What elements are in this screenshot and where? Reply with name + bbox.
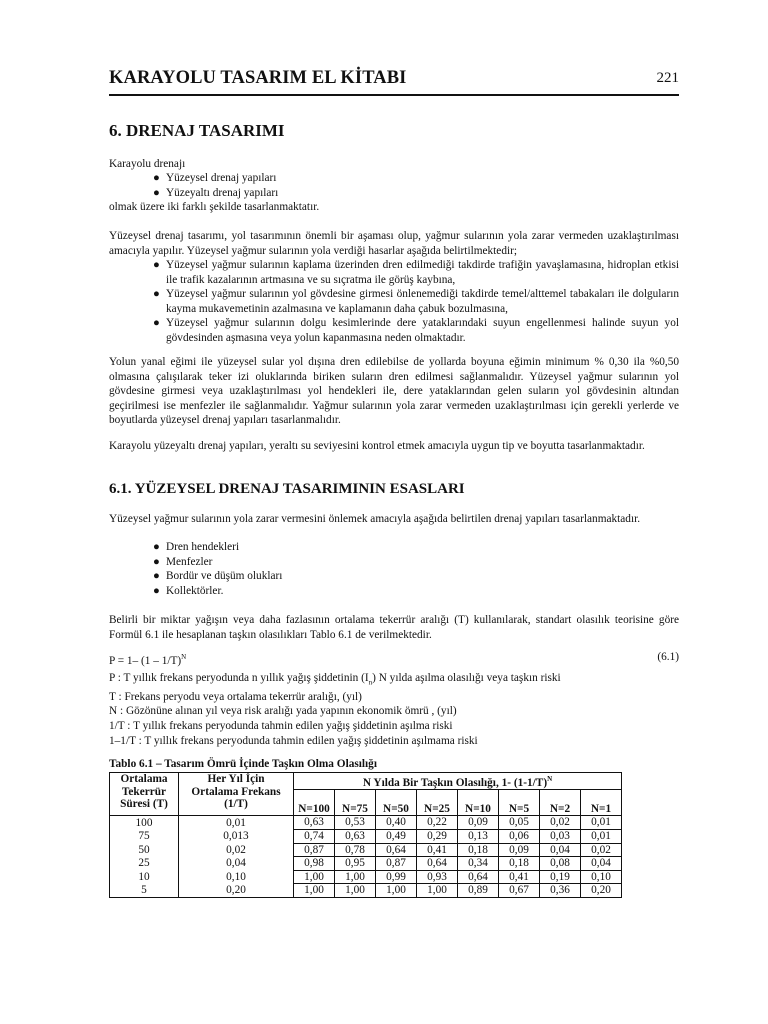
table-cell: 0,64 bbox=[376, 843, 417, 857]
book-title: KARAYOLU TASARIM EL KİTABI bbox=[109, 68, 407, 88]
table-cell: 0,22 bbox=[417, 816, 458, 830]
table-cell: 0,09 bbox=[458, 816, 499, 830]
table-row bbox=[110, 884, 622, 898]
list-item: ● Yüzeysel drenaj yapıları bbox=[153, 172, 277, 184]
table-cell: 0,74 bbox=[294, 829, 335, 843]
paragraph: Belirli bir miktar yağışın veya daha fazlasının ortalama tekerrür aralığı (T) kullanılarak, standart olasılık teorisine göre Formül 6.1 ile hesaplanan taşkın olasılıkları Tablo 6.1 de verilmektedir. bbox=[109, 614, 679, 641]
paragraph: Yüzeysel drenaj tasarımı, yol tasarımının önemli bir aşaması olup, yağmur sularının yola zarar vermeden uzaklaştırılması amacıyla yapılır. Yüzeysel yağmur sularının yola verdiği hasarlar aşağıda belirtilmektedir; bbox=[109, 230, 679, 257]
table-cell: 0,18 bbox=[458, 843, 499, 857]
definition-row: P : T yıllık frekans peryodunda n yıllık yağış şiddetinin $(I_n)$ N yılda aşılma olasılığı veya taşkın riski bbox=[109, 672, 561, 687]
table-cell: 0,04 bbox=[581, 857, 622, 871]
header-n-value: N=75 bbox=[335, 790, 376, 816]
bullet-icon: ● bbox=[153, 541, 160, 553]
table-cell: 0,02 bbox=[179, 843, 294, 857]
table-cell: 0,78 bbox=[335, 843, 376, 857]
formula-number: (6.1) bbox=[657, 651, 679, 663]
table-cell: 0,41 bbox=[417, 843, 458, 857]
table-cell: 1,00 bbox=[294, 870, 335, 884]
table-cell: 0,02 bbox=[581, 843, 622, 857]
structure-list bbox=[153, 540, 283, 598]
table-cell: 100 bbox=[110, 816, 179, 830]
subsection-title: 6.1. YÜZEYSEL DRENAJ TASARIMININ ESASLARI bbox=[109, 481, 465, 497]
table-cell: 1,00 bbox=[376, 884, 417, 898]
table-cell: 0,20 bbox=[581, 884, 622, 898]
table-body bbox=[110, 816, 622, 898]
table-cell: 0,01 bbox=[581, 816, 622, 830]
table-cell: 0,34 bbox=[458, 857, 499, 871]
table-cell: 0,01 bbox=[179, 816, 294, 830]
table-row bbox=[110, 870, 622, 884]
table-cell: 1,00 bbox=[335, 870, 376, 884]
table-cell: 5 bbox=[110, 884, 179, 898]
definition-row: 1/T : T yıllık frekans peryodunda tahmin edilen yağış şiddetinin aşılma riski bbox=[109, 720, 453, 733]
table-cell: 10 bbox=[110, 870, 179, 884]
header-n-value: N=5 bbox=[499, 790, 540, 816]
bullet-icon: ● bbox=[153, 317, 160, 330]
table-cell: 75 bbox=[110, 829, 179, 843]
table-cell: 0,04 bbox=[179, 857, 294, 871]
paragraph: Yüzeysel yağmur sularının yola zarar vermesini önlemek amacıyla aşağıda belirtilen drenaj yapıları tasarlanmaktadır. bbox=[109, 513, 641, 525]
table-cell: 0,40 bbox=[376, 816, 417, 830]
intro-lead: Karayolu drenajı bbox=[109, 158, 186, 170]
table-cell: 0,05 bbox=[499, 816, 540, 830]
table-cell: 0,20 bbox=[179, 884, 294, 898]
table-cell: 0,02 bbox=[540, 816, 581, 830]
table-cell: 25 bbox=[110, 857, 179, 871]
table-caption: Tablo 6.1 – Tasarım Ömrü İçinde Taşkın Olma Olasılığı bbox=[109, 758, 377, 770]
paragraph: Karayolu yüzeyaltı drenaj yapıları, yeraltı su seviyesini kontrol etmek amacıyla uygun tip ve boyutta tasarlanmaktadır. bbox=[109, 440, 645, 452]
table-cell: 0,29 bbox=[417, 829, 458, 843]
table-cell: 0,08 bbox=[540, 857, 581, 871]
table-cell: 1,00 bbox=[294, 884, 335, 898]
list-item: ● Yüzeysel yağmur sularının kaplama üzerinden dren edilmediği takdirde trafiğin yavaşlamasına, hidroplan etkisi ile trafik kazalarının artmasına ve su sıçratma ile görüş kaybına, bbox=[153, 259, 679, 286]
bullet-icon: ● bbox=[153, 570, 160, 583]
header-return-period: Ortalama Tekerrür Süresi (T) bbox=[110, 773, 179, 816]
list-item: ● Dren hendekleri bbox=[153, 541, 240, 553]
list-item: ● Bordür ve düşüm olukları bbox=[153, 570, 283, 583]
table-cell: 0,67 bbox=[499, 884, 540, 898]
definition-row: N : Gözönüne alınan yıl veya risk aralığı yada yapının ekonomik ömrü , (yıl) bbox=[109, 705, 457, 718]
bullet-icon: ● bbox=[153, 172, 160, 184]
symbol-definitions bbox=[109, 671, 561, 748]
header-n-value: N=25 bbox=[417, 790, 458, 816]
table-cell: 0,13 bbox=[458, 829, 499, 843]
formula: P = 1– (1 – 1/T)$^N$ (6.1) bbox=[109, 651, 679, 667]
table-cell: 0,87 bbox=[294, 843, 335, 857]
damage-list bbox=[153, 258, 679, 346]
header-annual-frequency: Her Yıl İçin Ortalama Frekans (1/T) bbox=[179, 773, 294, 816]
list-item: ● Yüzeyaltı drenaj yapıları bbox=[153, 186, 279, 199]
table-cell: 0,41 bbox=[499, 870, 540, 884]
table-row bbox=[110, 816, 622, 830]
table-cell: 50 bbox=[110, 843, 179, 857]
table-cell: 0,64 bbox=[458, 870, 499, 884]
header-n-value: N=1 bbox=[581, 790, 622, 816]
table-cell: 0,93 bbox=[417, 870, 458, 884]
table-cell: 0,09 bbox=[499, 843, 540, 857]
list-item: ● Menfezler bbox=[153, 555, 213, 568]
intro-tail: olmak üzere iki farklı şekilde tasarlanmaktatır. bbox=[109, 201, 320, 213]
table-cell: 0,19 bbox=[540, 870, 581, 884]
table-cell: 0,013 bbox=[179, 829, 294, 843]
table-cell: 0,03 bbox=[540, 829, 581, 843]
table-cell: 1,00 bbox=[335, 884, 376, 898]
table-cell: 0,10 bbox=[581, 870, 622, 884]
definition-row: 1–1/T : T yıllık frekans peryodunda tahmin edilen yağış şiddetinin aşılmama riski bbox=[109, 734, 478, 747]
bullet-icon: ● bbox=[153, 584, 160, 597]
table-row bbox=[110, 857, 622, 871]
table-cell: 0,63 bbox=[335, 829, 376, 843]
intro-list bbox=[153, 171, 279, 200]
bullet-icon: ● bbox=[153, 186, 160, 199]
table-cell: 0,64 bbox=[417, 857, 458, 871]
table-row bbox=[110, 843, 622, 857]
list-item: ● Kollektörler. bbox=[153, 584, 224, 597]
table-row bbox=[110, 829, 622, 843]
table-cell: 0,63 bbox=[294, 816, 335, 830]
table-cell: 0,98 bbox=[294, 857, 335, 871]
flood-probability-table bbox=[109, 772, 622, 898]
header-n-value: N=10 bbox=[458, 790, 499, 816]
running-header bbox=[109, 66, 679, 96]
page-number: 221 bbox=[656, 70, 679, 86]
list-item: ● Yüzeysel yağmur sularının yol gövdesine girmesi önlenemediği takdirde temel/alttemel tabakaları ile dolguların kayma mukavemetinin azalmasına ve kaplamanın daha çabuk bozulmasına, bbox=[153, 288, 679, 315]
table-cell: 0,49 bbox=[376, 829, 417, 843]
paragraph: Yolun yanal eğimi ile yüzeysel sular yol dışına dren edilebilse de yollarda boyuna eğimin minimum % 0,30 ila %0,50 olmasına çalışılarak teker izi oluklarında biriken suların dren edilmesi sağlanmalıdır. Yüzeysel yağmur sularının yol gövdesine girmesi veya uzaklaştırılması yol hendekleri ile, dere yataklarından gelen suların yol gövdesinin altından geçirilmesi ise menfezler ile sağlanmalıdır. Yağmur sularının yola zarar vermeden uzaklaştırılması için gerekli yerlerde ve boyutlarda yüzeysel drenaj yapıları tasarlanmalıdır. bbox=[109, 356, 679, 427]
table-cell: 0,87 bbox=[376, 857, 417, 871]
bullet-icon: ● bbox=[153, 288, 160, 301]
header-probability-group: N Yılda Bir Taşkın Olasılığı, 1- $(1-1/T)^N$ bbox=[294, 773, 622, 790]
table-cell: 0,36 bbox=[540, 884, 581, 898]
table-cell: 0,53 bbox=[335, 816, 376, 830]
table-cell: 0,04 bbox=[540, 843, 581, 857]
table-cell: 0,99 bbox=[376, 870, 417, 884]
table-cell: 1,00 bbox=[417, 884, 458, 898]
table-cell: 0,95 bbox=[335, 857, 376, 871]
section-title: 6. DRENAJ TASARIMI bbox=[109, 121, 285, 140]
table-cell: 0,89 bbox=[458, 884, 499, 898]
table-cell: 0,18 bbox=[499, 857, 540, 871]
table-cell: 0,10 bbox=[179, 870, 294, 884]
list-item: ● Yüzeysel yağmur sularının dolgu kesimlerinde dere yataklarındaki suyun engellenmesi halinde suyun yol gövdesinden aşmasına veya yolun kapanmasına neden olmaktadır. bbox=[153, 317, 679, 344]
header-n-value: N=50 bbox=[376, 790, 417, 816]
header-n-value: N=100 bbox=[294, 790, 335, 816]
table-cell: 0,01 bbox=[581, 829, 622, 843]
header-n-value: N=2 bbox=[540, 790, 581, 816]
bullet-icon: ● bbox=[153, 259, 160, 271]
definition-row: T : Frekans peryodu veya ortalama tekerrür aralığı, (yıl) bbox=[109, 690, 362, 703]
bullet-icon: ● bbox=[153, 555, 160, 568]
table-cell: 0,06 bbox=[499, 829, 540, 843]
